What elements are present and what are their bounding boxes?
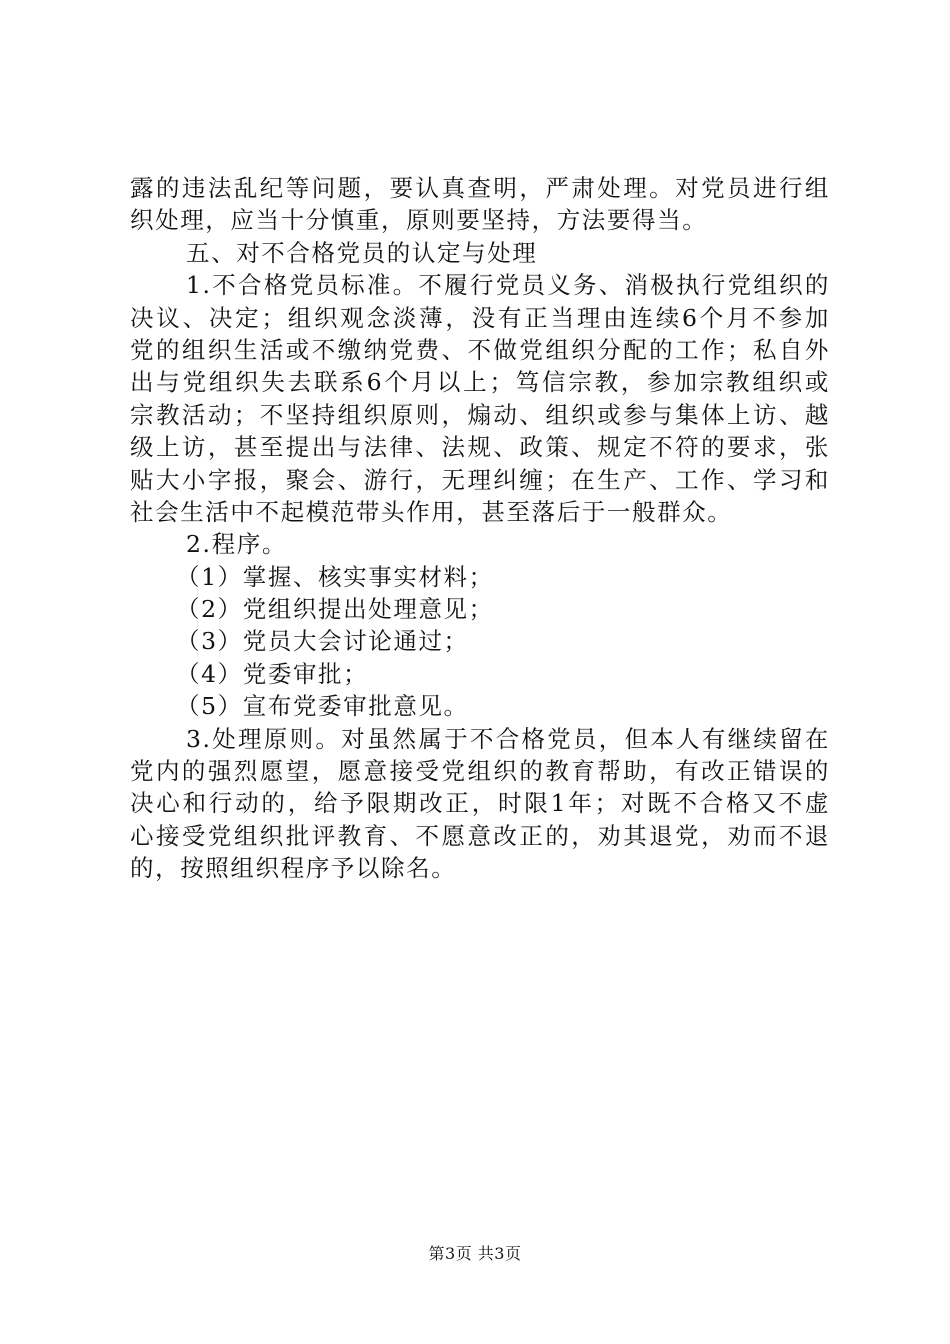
- text-line: 3.处理原则。对虽然属于不合格党员，但本人有继续留在: [186, 724, 830, 753]
- text-line: 1.不合格党员标准。不履行党员义务、消极执行党组织的: [186, 271, 830, 300]
- text-line: 级上访，甚至提出与法律、法规、政策、规定不符的要求，张: [130, 433, 830, 462]
- list-item: （5）宣布党委审批意见。: [176, 692, 469, 721]
- list-item: （4）党委审批；: [176, 659, 369, 688]
- text-line: 党内的强烈愿望，愿意接受党组织的教育帮助，有改正错误的: [130, 757, 830, 786]
- text-line: 党的组织生活或不缴纳党费、不做党组织分配的工作；私自外: [130, 335, 830, 364]
- document-body: [130, 172, 830, 885]
- text-line: 织处理，应当十分慎重，原则要坚持，方法要得当。: [130, 206, 708, 235]
- list-item: （3）党员大会讨论通过；: [176, 627, 469, 656]
- text-line: 心接受党组织批评教育、不愿意改正的，劝其退党，劝而不退: [130, 821, 830, 850]
- list-item: （1）掌握、核实事实材料；: [176, 562, 494, 591]
- text-line: 社会生活中不起模范带头作用，甚至落后于一般群众。: [130, 497, 733, 526]
- text-line: 露的违法乱纪等问题，要认真查明，严肃处理。对党员进行组: [130, 174, 830, 202]
- page-footer: 第3页 共3页: [428, 1244, 522, 1263]
- text-line: 贴大小字报，聚会、游行，无理纠缠；在生产、工作、学习和: [130, 465, 830, 494]
- text-line: 宗教活动；不坚持组织原则，煽动、组织或参与集体上访、越: [130, 400, 830, 429]
- text-line: 决议、决定；组织观念淡薄，没有正当理由连续6个月不参加: [130, 303, 830, 332]
- section-heading: 五、对不合格党员的认定与处理: [186, 238, 538, 267]
- text-line: 决心和行动的，给予限期改正，时限1年；对既不合格又不虚: [130, 789, 830, 818]
- text-line: 的，按照组织程序予以除名。: [130, 854, 457, 883]
- list-item: （2）党组织提出处理意见；: [176, 595, 494, 624]
- subsection-heading: 2.程序。: [186, 530, 287, 559]
- text-line: 出与党组织失去联系6个月以上；笃信宗教，参加宗教组织或: [130, 368, 830, 397]
